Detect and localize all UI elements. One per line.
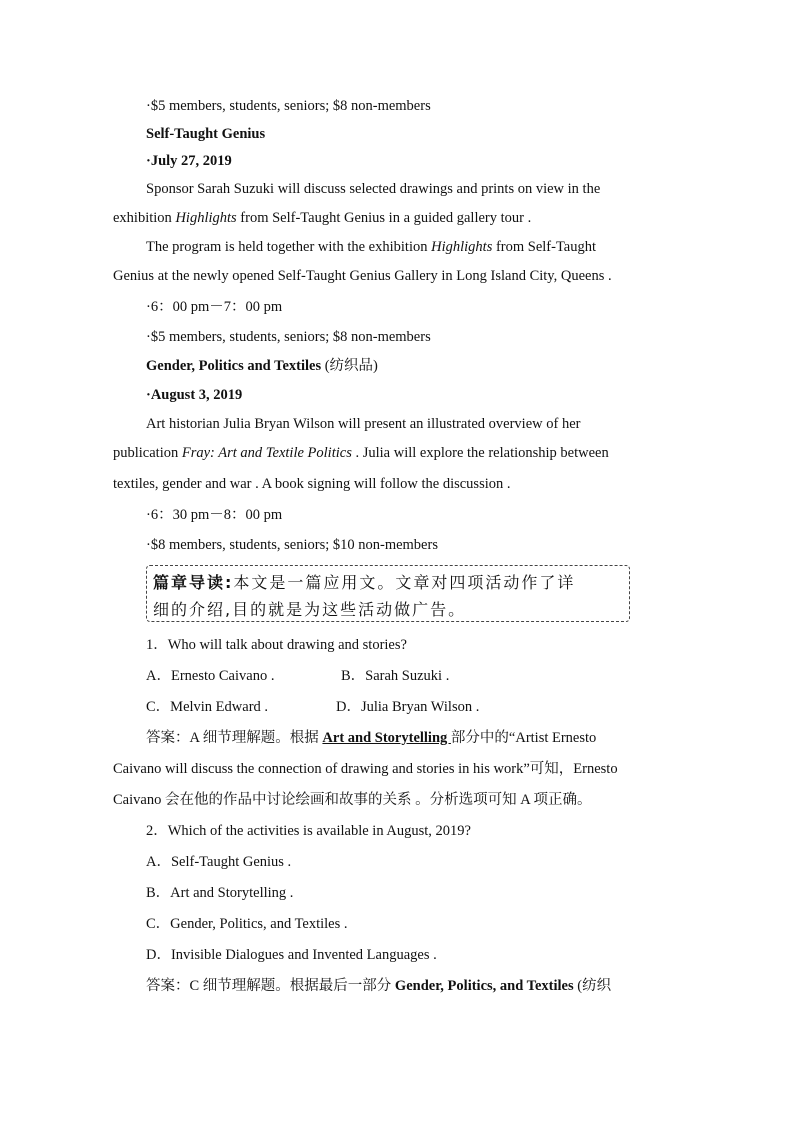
paragraph-line: Art historian Julia Bryan Wilson will present an illustrated overview of her xyxy=(146,416,581,432)
answer-line xyxy=(146,729,596,747)
option-d: D．Invisible Dialogues and Invented Languages . xyxy=(146,947,437,963)
time-line: ·6：00 pm－7：00 pm xyxy=(146,299,283,315)
text-run: publication xyxy=(113,445,182,461)
text-run: The program is held together with the exhibition xyxy=(146,239,432,255)
italic-title: Highlights xyxy=(175,210,237,226)
text-run: exhibition xyxy=(113,210,176,226)
paragraph-line xyxy=(113,444,609,462)
section-title-gender xyxy=(146,357,378,375)
italic-title: Fray: Art and Textile Politics xyxy=(181,445,352,461)
price-line: ·$5 members, students, seniors; $8 non-members xyxy=(146,329,431,345)
paragraph-line: Genius at the newly opened Self-Taught Genius Gallery in Long Island City, Queens . xyxy=(113,268,612,284)
section-date: ·August 3, 2019 xyxy=(146,387,243,403)
paragraph-line: Sponsor Sarah Suzuki will discuss selected drawings and prints on view in the xyxy=(146,181,601,197)
title-cn: (纺织品) xyxy=(321,358,378,374)
paragraph-line xyxy=(146,238,596,256)
guide-line: 细的介绍,目的就是为这些活动做广告。 xyxy=(153,600,467,619)
paragraph-line: textiles, gender and war . A book signing will follow the discussion . xyxy=(113,476,511,492)
option-a: A．Self-Taught Genius . xyxy=(146,854,292,870)
question-2: 2．Which of the activities is available in August, 2019? xyxy=(146,823,471,839)
italic-title: Highlights xyxy=(431,239,493,255)
passage-guide-box xyxy=(146,565,630,622)
guide-line xyxy=(153,570,575,593)
question-1: 1．Who will talk about drawing and stories? xyxy=(146,637,407,653)
section-date: ·July 27, 2019 xyxy=(146,153,232,169)
section-reference: Gender, Politics, and Textiles xyxy=(394,978,574,994)
guide-text: 本文是一篇应用文。文章对四项活动作了详 xyxy=(233,573,576,592)
time-line: ·6：30 pm－8：00 pm xyxy=(146,507,283,523)
option-d: D．Julia Bryan Wilson . xyxy=(336,699,480,715)
answer-line: Caivano will discuss the connection of drawing and stories in his work”可知，Ernesto xyxy=(113,761,618,777)
section-title-self-taught: Self-Taught Genius xyxy=(146,126,266,142)
answer-label: 答案：C 细节理解题。根据最后一部分 xyxy=(146,978,395,994)
text-run: . Julia will explore the relationship between xyxy=(351,445,609,461)
option-b: B．Sarah Suzuki . xyxy=(341,668,450,684)
paragraph-line xyxy=(113,209,531,227)
text-run: from Self-Taught Genius in a guided gallery tour . xyxy=(236,210,532,226)
option-a: A．Ernesto Caivano . xyxy=(146,668,275,684)
option-c: C．Melvin Edward . xyxy=(146,699,269,715)
option-b: B．Art and Storytelling . xyxy=(146,885,294,901)
answer-line xyxy=(146,977,611,995)
text-run: (纺织 xyxy=(573,978,612,994)
price-line: ·$8 members, students, seniors; $10 non-members xyxy=(146,537,438,553)
answer-label: 答案：A 细节理解题。根据 xyxy=(146,730,323,746)
price-line: ·$5 members, students, seniors; $8 non-members xyxy=(146,98,431,114)
title-text: Gender, Politics and Textiles xyxy=(146,358,322,374)
option-c: C．Gender, Politics, and Textiles . xyxy=(146,916,348,932)
answer-line: Caivano 会在他的作品中讨论绘画和故事的关系 。分析选项可知 A 项正确。 xyxy=(113,792,592,808)
guide-label: 篇章导读: xyxy=(153,573,234,592)
text-run: from Self-Taught xyxy=(492,239,597,255)
section-reference: Art and Storytelling xyxy=(322,730,451,746)
text-run: 部分中的“Artist Ernesto xyxy=(450,730,597,746)
